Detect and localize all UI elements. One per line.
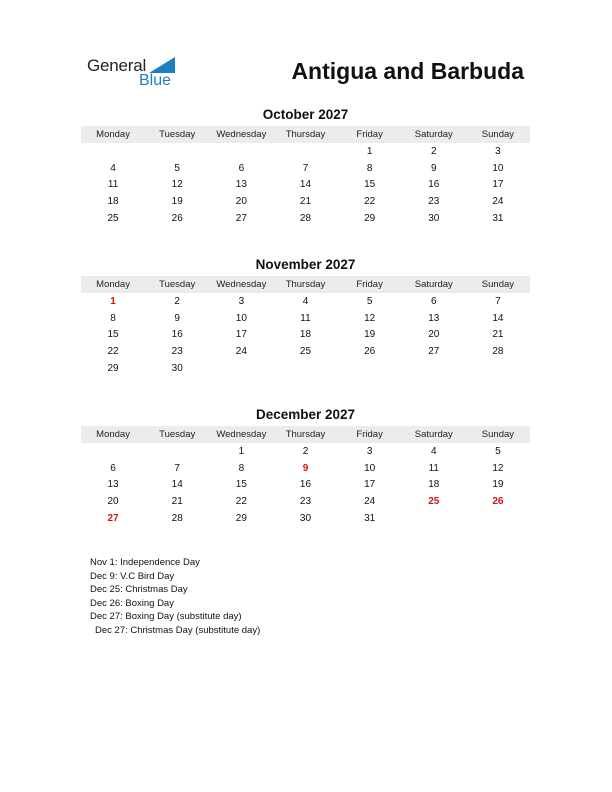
day-cell: 26 xyxy=(171,212,183,224)
day-cell: 4 xyxy=(302,295,309,307)
weekday-label: Thursday xyxy=(285,429,326,440)
weekday-label: Friday xyxy=(356,429,383,440)
day-cell: 5 xyxy=(366,295,373,307)
day-cell: 19 xyxy=(492,479,504,491)
weekday-label: Wednesday xyxy=(216,429,267,440)
day-cell: 2 xyxy=(174,295,180,307)
week-row xyxy=(81,310,530,327)
day-cell: 11 xyxy=(107,179,119,191)
day-cell: 3 xyxy=(495,145,501,157)
weekday-label: Friday xyxy=(356,129,383,140)
day-cell: 20 xyxy=(428,329,440,341)
day-cell: 3 xyxy=(238,295,245,307)
day-cell: 28 xyxy=(492,345,504,357)
logo-text-blue: Blue xyxy=(139,72,172,89)
day-cell: 12 xyxy=(492,462,504,474)
day-cell: 21 xyxy=(492,329,504,341)
day-cell: 13 xyxy=(235,179,247,191)
day-cell: 16 xyxy=(299,479,312,491)
day-cell: 24 xyxy=(492,195,504,207)
day-cell: 14 xyxy=(492,312,504,324)
day-cell: 19 xyxy=(171,195,183,207)
day-cell: 23 xyxy=(299,495,312,507)
day-cell: 17 xyxy=(364,479,376,491)
weekday-label: Friday xyxy=(356,279,383,290)
day-cell: 21 xyxy=(299,195,312,207)
holiday-notes xyxy=(90,556,260,637)
day-cell: 8 xyxy=(110,312,116,324)
weekday-label: Saturday xyxy=(414,129,453,140)
week-row xyxy=(81,176,530,193)
day-cell: 30 xyxy=(428,212,440,224)
day-cell: 24 xyxy=(235,345,247,357)
holiday-day-cell: 26 xyxy=(492,495,504,507)
weekday-label: Monday xyxy=(96,279,130,290)
week-row xyxy=(81,493,530,510)
day-cell: 12 xyxy=(171,179,183,191)
day-cell: 13 xyxy=(107,479,119,491)
weekday-header xyxy=(81,426,530,443)
day-cell: 5 xyxy=(495,445,501,457)
logo-triangle-icon xyxy=(149,57,175,73)
day-cell: 22 xyxy=(107,345,119,357)
day-cell: 15 xyxy=(107,329,119,341)
day-cell: 29 xyxy=(235,512,247,524)
day-cell: 7 xyxy=(302,162,309,174)
day-cell: 20 xyxy=(235,195,247,207)
day-cell: 27 xyxy=(428,345,440,357)
day-cell: 22 xyxy=(235,495,247,507)
day-cell: 18 xyxy=(299,329,312,341)
week-row xyxy=(81,460,530,477)
weekday-label: Wednesday xyxy=(216,279,267,290)
day-cell: 22 xyxy=(364,195,376,207)
day-cell: 6 xyxy=(110,462,116,474)
week-row xyxy=(81,326,530,343)
day-cell: 21 xyxy=(171,495,183,507)
day-cell: 24 xyxy=(364,495,376,507)
day-cell: 4 xyxy=(430,445,437,457)
weekday-label: Thursday xyxy=(285,129,326,140)
day-cell: 16 xyxy=(428,179,440,191)
day-cell: 3 xyxy=(366,445,373,457)
day-cell: 17 xyxy=(235,329,247,341)
weekday-label: Monday xyxy=(96,129,130,140)
weekday-label: Tuesday xyxy=(159,429,196,440)
weekday-label: Thursday xyxy=(285,279,326,290)
day-cell: 8 xyxy=(366,162,373,174)
holiday-day-cell: 1 xyxy=(110,295,116,307)
day-cell: 10 xyxy=(364,462,376,474)
weekday-header xyxy=(81,126,530,143)
day-cell: 1 xyxy=(366,145,373,157)
month-title: December 2027 xyxy=(255,407,356,422)
week-row xyxy=(81,476,530,493)
month-title: October 2027 xyxy=(262,107,349,122)
holiday-day-cell: 25 xyxy=(428,495,440,507)
week-row xyxy=(81,510,530,527)
holiday-note: Dec 27: Christmas Day (substitute day) xyxy=(95,624,261,636)
weekday-label: Tuesday xyxy=(159,279,196,290)
day-cell: 26 xyxy=(364,345,376,357)
weekday-header xyxy=(81,276,530,293)
day-cell: 10 xyxy=(235,312,247,324)
week-row xyxy=(81,343,530,360)
day-cell: 19 xyxy=(364,329,376,341)
holiday-note: Dec 27: Boxing Day (substitute day) xyxy=(90,611,242,622)
weekday-label: Sunday xyxy=(481,279,515,290)
day-cell: 29 xyxy=(107,362,119,374)
day-cell: 31 xyxy=(492,212,504,224)
week-row xyxy=(81,443,530,460)
day-cell: 6 xyxy=(238,162,245,174)
day-cell: 23 xyxy=(428,195,440,207)
weekday-label: Monday xyxy=(96,429,130,440)
day-cell: 7 xyxy=(174,462,180,474)
day-cell: 4 xyxy=(110,162,116,174)
day-cell: 9 xyxy=(174,312,180,324)
day-cell: 16 xyxy=(171,329,183,341)
day-cell: 15 xyxy=(364,179,376,191)
weekday-label: Sunday xyxy=(481,429,515,440)
day-cell: 6 xyxy=(430,295,437,307)
weekday-label: Wednesday xyxy=(216,129,267,140)
logo-text-general: General xyxy=(87,56,147,75)
day-cell: 5 xyxy=(174,162,180,174)
day-cell: 17 xyxy=(492,179,504,191)
day-cell: 27 xyxy=(235,212,247,224)
day-cell: 8 xyxy=(238,462,245,474)
country-title: Antigua and Barbuda xyxy=(291,58,524,84)
day-cell: 28 xyxy=(299,212,312,224)
day-cell: 1 xyxy=(238,445,245,457)
holiday-note: Dec 9: V.C Bird Day xyxy=(90,570,175,582)
day-cell: 7 xyxy=(495,295,501,307)
day-cell: 11 xyxy=(300,312,311,324)
week-row xyxy=(81,360,530,377)
generalblue-logo xyxy=(87,56,187,92)
weekday-label: Saturday xyxy=(414,279,453,290)
day-cell: 20 xyxy=(107,495,119,507)
weekday-label: Saturday xyxy=(414,429,453,440)
holiday-note: Dec 25: Christmas Day xyxy=(90,584,188,595)
week-row xyxy=(81,193,530,210)
week-row xyxy=(81,160,530,177)
day-cell: 29 xyxy=(364,212,376,224)
day-cell: 13 xyxy=(428,312,440,324)
day-cell: 10 xyxy=(492,162,504,174)
holiday-note: Nov 1: Independence Day xyxy=(90,557,200,568)
month-calendar-october xyxy=(81,106,530,226)
day-cell: 25 xyxy=(107,212,119,224)
day-cell: 23 xyxy=(171,345,183,357)
day-cell: 18 xyxy=(107,195,119,207)
day-cell: 25 xyxy=(299,345,312,357)
holiday-day-cell: 9 xyxy=(302,462,309,474)
day-cell: 30 xyxy=(171,362,183,374)
weekday-label: Tuesday xyxy=(159,129,196,140)
day-cell: 12 xyxy=(364,312,376,324)
day-cell: 30 xyxy=(299,512,312,524)
day-cell: 2 xyxy=(302,445,309,457)
day-cell: 9 xyxy=(430,162,437,174)
day-cell: 28 xyxy=(171,512,183,524)
week-row xyxy=(81,210,530,227)
day-cell: 11 xyxy=(428,462,439,474)
week-row xyxy=(81,143,530,160)
week-row xyxy=(81,293,530,310)
holiday-note: Dec 26: Boxing Day xyxy=(90,597,174,609)
day-cell: 14 xyxy=(299,179,312,191)
day-cell: 31 xyxy=(364,512,376,524)
day-cell: 2 xyxy=(430,145,437,157)
month-title: November 2027 xyxy=(255,257,356,272)
day-cell: 14 xyxy=(171,479,183,491)
month-calendar-november xyxy=(81,256,530,376)
day-cell: 15 xyxy=(235,479,247,491)
day-cell: 18 xyxy=(428,479,440,491)
weekday-label: Sunday xyxy=(481,129,515,140)
month-calendar-december xyxy=(81,406,530,526)
holiday-day-cell: 27 xyxy=(107,512,119,524)
